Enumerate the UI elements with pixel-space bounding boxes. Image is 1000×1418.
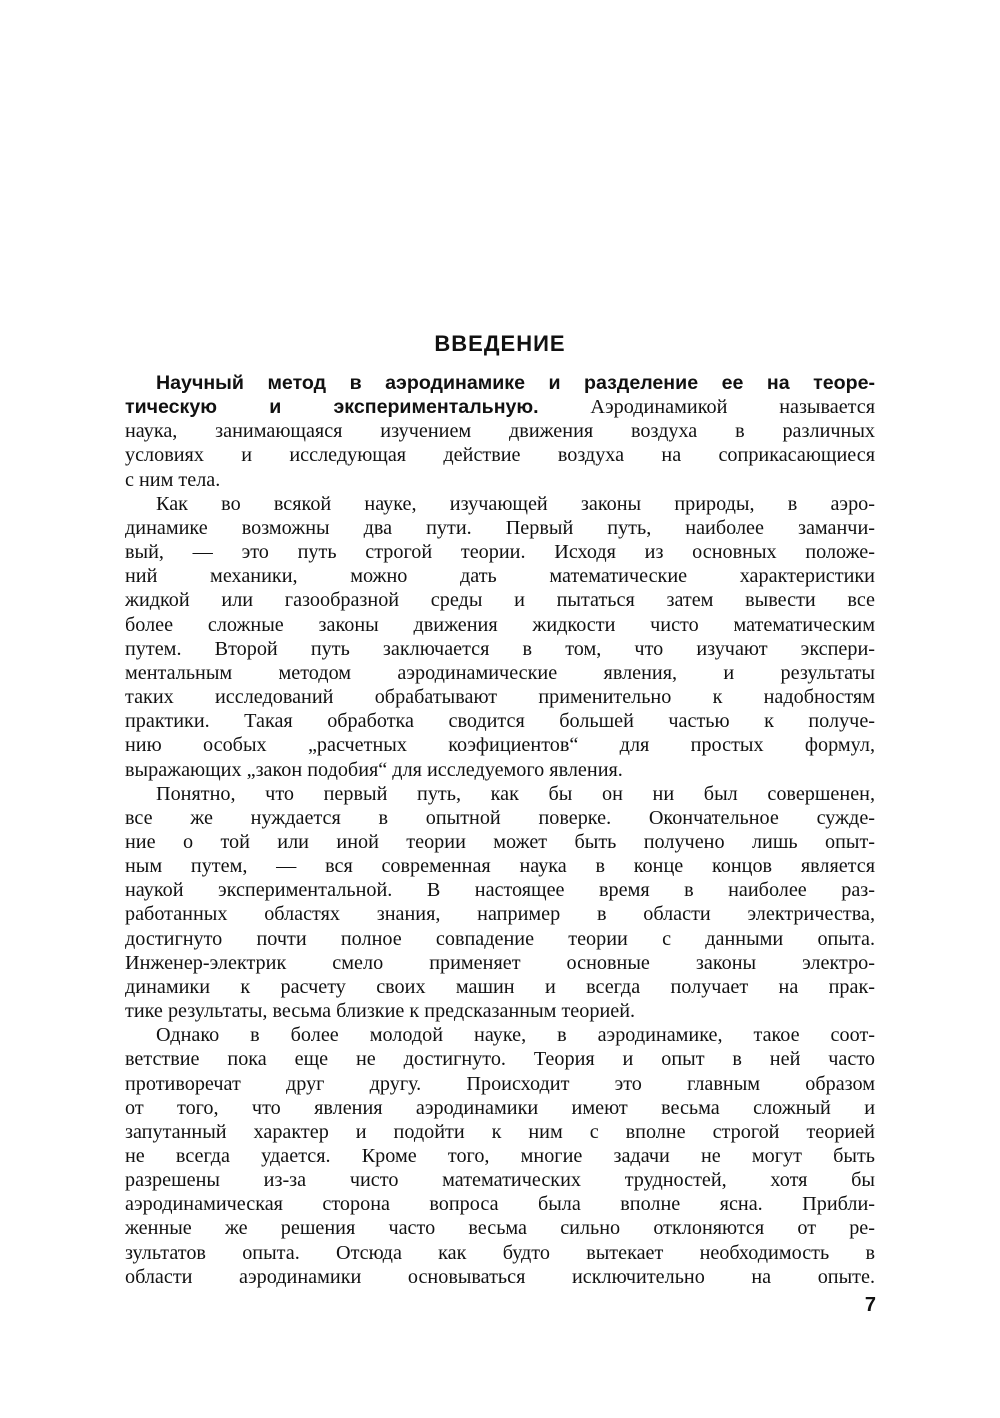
paragraph-4 xyxy=(125,1023,875,1289)
text-line: нию особых „расчетных коэфициентов“ для простых формул, xyxy=(125,734,875,757)
text-line xyxy=(125,395,875,419)
text-line: наукой экспериментальной. В настоящее время в наиболее раз- xyxy=(125,879,875,902)
text-line: тике результаты, весьма близкие к предсказанным теорией. xyxy=(125,1000,636,1023)
bold-lead-text: тическую и экспериментальную. xyxy=(125,396,539,419)
text-line: ние о той или иной теории может быть получено лишь опыт- xyxy=(125,830,875,853)
text-line: Однако в более молодой науке, в аэродинамике, такое соот- xyxy=(156,1024,875,1047)
text-line: выражающих „закон подобия“ для исследуемого явления. xyxy=(125,758,623,781)
text-line: практики. Такая обработка сводится большей частью к получе- xyxy=(125,710,875,733)
main-text xyxy=(125,371,875,1289)
text-line: аэродинамическая сторона вопроса была вполне ясна. Прибли- xyxy=(125,1193,875,1216)
text-line: не всегда удается. Кроме того, многие задачи не могут быть xyxy=(125,1145,875,1167)
text-line: запутанный характер и подойти к ним с вполне строгой теорией xyxy=(125,1120,875,1143)
text-line: вый, — это путь строгой теории. Исходя из основных положе- xyxy=(125,541,875,564)
text-line: разрешены из-за чисто математических трудностей, хотя бы xyxy=(125,1169,875,1192)
text-line: ментальным методом аэродинамические явления, и результаты xyxy=(125,661,875,684)
text-line: условиях и исследующая действие воздуха на соприкасающиеся xyxy=(125,444,875,467)
text-line: Как во всякой науке, изучающей законы природы, в аэро- xyxy=(156,492,875,515)
paragraph-1 xyxy=(125,371,875,492)
bold-lead-text: Научный метод в аэродинамике и разделение ее на теоре- xyxy=(156,372,875,394)
text-line: Инженер-электрик смело применяет основные законы электро- xyxy=(125,951,875,974)
text-line: женные же решения часто весьма сильно отклоняются от ре- xyxy=(125,1217,875,1240)
text-line: достигнуто почти полное совпадение теории с данными опыта. xyxy=(125,927,875,950)
text-line xyxy=(125,371,875,395)
chapter-title: ВВЕДЕНИЕ xyxy=(434,331,566,356)
text-line: наука, занимающаяся изучением движения воздуха в различных xyxy=(125,420,875,443)
text-line: противоречат друг другу. Происходит это главным образом xyxy=(125,1072,875,1095)
text-line: Понятно, что первый путь, как бы он ни был совершенен, xyxy=(156,782,875,805)
text-line: ным путем, — вся современная наука в конце концов является xyxy=(125,855,875,878)
text-line: от того, что явления аэродинамики имеют весьма сложный и xyxy=(125,1096,875,1119)
text-line: зультатов опыта. Отсюда как будто вытекает необходимость в xyxy=(125,1241,875,1264)
text-line: все же нуждается в опытной поверке. Окончательное сужде- xyxy=(125,806,875,829)
text-line: жидкой или газообразной среды и пытаться затем вывести все xyxy=(125,589,875,612)
text-line: области аэродинамики основываться исключительно на опыте. xyxy=(125,1265,875,1288)
text-line: с ним тела. xyxy=(125,468,221,491)
paragraph-3 xyxy=(125,782,875,1024)
text-line: динамике возможны два пути. Первый путь, наиболее заманчи- xyxy=(125,516,875,539)
paragraph-2 xyxy=(125,492,875,782)
text-line: динамики к расчету своих машин и всегда получает на прак- xyxy=(125,975,875,998)
page-number: 7 xyxy=(864,1294,876,1316)
text-line: ний механики, можно дать математические характеристики xyxy=(125,565,875,588)
text-line: более сложные законы движения жидкости чисто математическим xyxy=(125,613,875,636)
text-line: ветствие пока еще не достигнуто. Теория и опыт в ней часто xyxy=(125,1048,875,1071)
text-line-rest: Аэродинамикой называется xyxy=(538,396,875,419)
text-line: путем. Второй путь заключается в том, что изучают экспери- xyxy=(125,637,875,660)
text-line: работанных областях знания, например в области электричества, xyxy=(125,903,875,926)
text-line: таких исследований обрабатывают применительно к надобностям xyxy=(125,686,875,709)
